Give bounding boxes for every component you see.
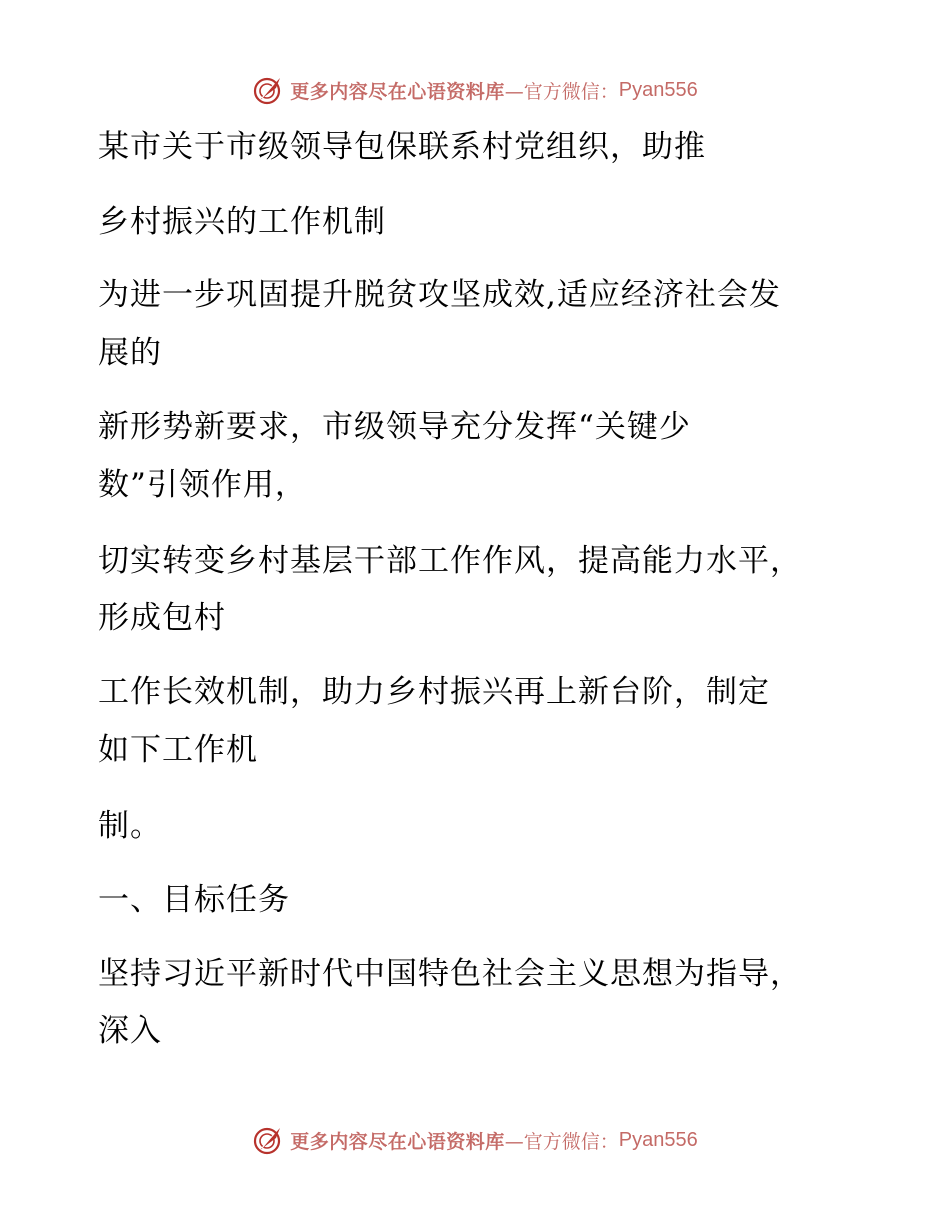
footer-banner <box>0 1122 950 1158</box>
paragraph-line: 如下工作机 <box>98 732 258 768</box>
quill-logo-icon <box>252 1124 284 1156</box>
paragraph-line: 切实转变乡村基层干部工作作风，提高能力水平， <box>98 543 802 579</box>
paragraph-line: 工作长效机制，助力乡村振兴再上新台阶，制定 <box>98 674 770 710</box>
banner-wechat-id: Pyan556 <box>618 78 698 101</box>
document-title-line-2: 乡村振兴的工作机制 <box>98 204 386 240</box>
paragraph-line: 数”引领作用， <box>98 467 307 503</box>
paragraph-line: 坚持习近平新时代中国特色社会主义思想为指导， <box>98 956 802 992</box>
paragraph-line: 新形势新要求，市级领导充分发挥“关键少 <box>98 409 691 445</box>
paragraph-line: 形成包村 <box>98 600 226 636</box>
paragraph-line: 展的 <box>98 335 162 371</box>
paragraph-line: 深入 <box>98 1013 162 1049</box>
banner-wechat-id: Pyan556 <box>618 1128 698 1151</box>
banner-wechat-label: —官方微信： <box>504 1130 619 1153</box>
banner-wechat-label: —官方微信： <box>504 80 619 103</box>
document-title-line-1: 某市关于市级领导包保联系村党组织，助推 <box>98 129 706 165</box>
section-heading: 一、目标任务 <box>98 882 290 918</box>
banner-brand-text: 更多内容尽在心语资料库 <box>290 1130 505 1153</box>
paragraph-line: 制。 <box>98 808 162 844</box>
paragraph-line: 为进一步巩固提升脱贫攻坚成效,适应经济社会发 <box>98 277 781 313</box>
banner-brand-text: 更多内容尽在心语资料库 <box>290 80 505 103</box>
